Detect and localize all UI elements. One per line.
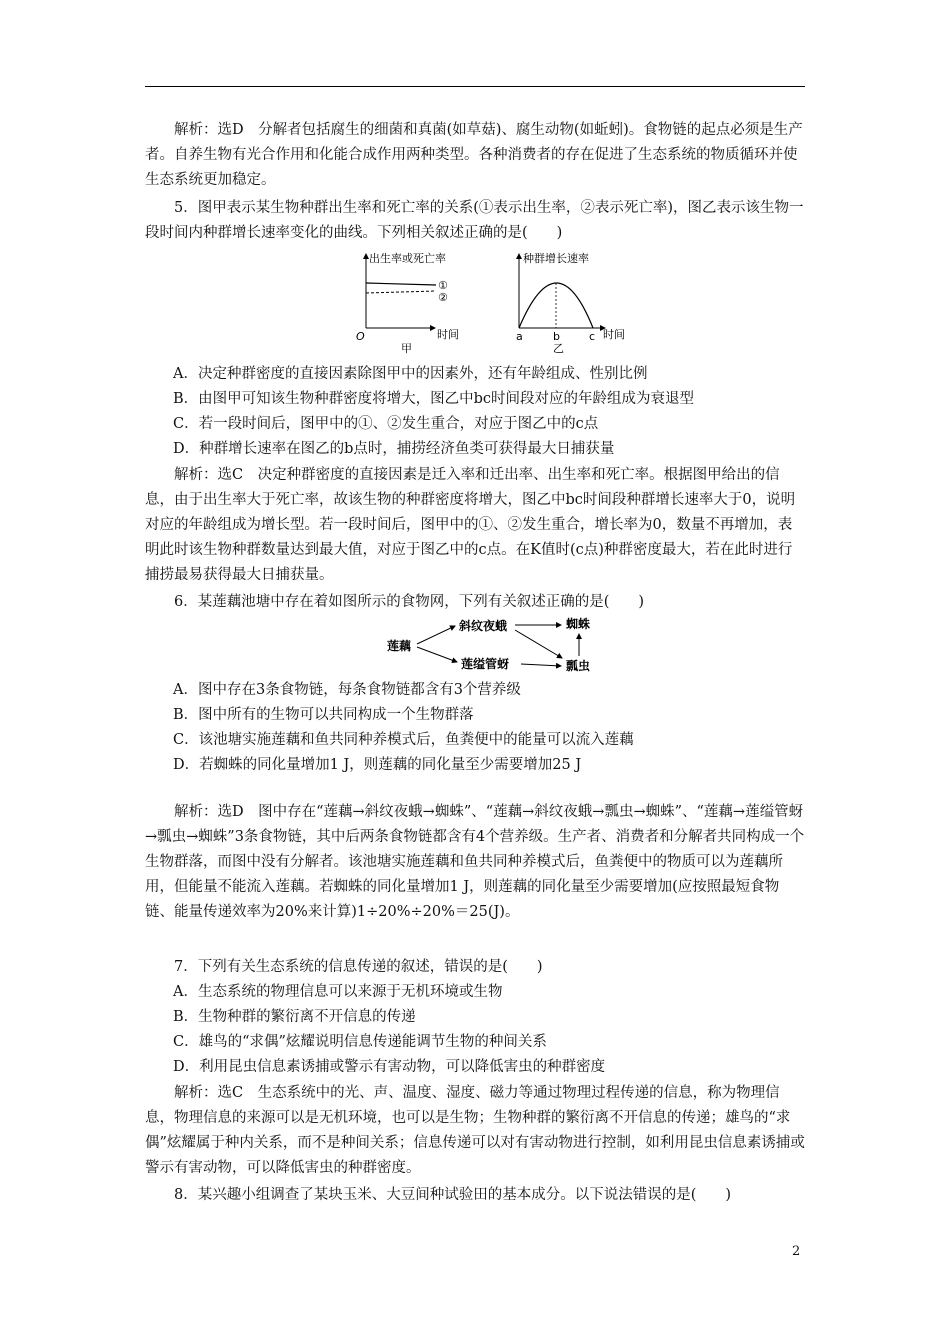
q5-stem: 5．图甲表示某生物种群出生率和死亡率的关系(①表示出生率，②表示死亡率)，图乙表示该生物一段时间内种群增长速率变化的曲线。下列相关叙述正确的是( ) [145, 200, 804, 241]
q8-stem: 8．某兴趣小组调查了某块玉米、大豆间种试验田的基本成分。以下说法错误的是( ) [174, 1187, 732, 1203]
q7-option-b: B．生物种群的繁衍离不开信息的传递 [173, 1009, 416, 1025]
q5-option-b: B．由图甲可知该生物种群密度将增大，图乙中bc时间段对应的年龄组成为衰退型 [173, 391, 695, 407]
q7-option-a: A．生态系统的物理信息可以来源于无机环境或生物 [173, 984, 503, 1000]
q6-option-c: C．该池塘实施莲藕和鱼共同种养模式后，鱼粪便中的能量可以流入莲藕 [173, 732, 634, 748]
node-ladybug: 瓢虫 [566, 659, 591, 673]
yi-xlabel: 时间 [603, 328, 625, 341]
arrow-lotus-aphid [417, 647, 457, 662]
page-number: 2 [792, 1244, 801, 1259]
jia-xlabel: 时间 [437, 328, 459, 341]
header-rule [145, 86, 805, 87]
q6-stem: 6．某莲藕池塘中存在着如图所示的食物网，下列有关叙述正确的是( ) [174, 594, 645, 610]
growth-rate-curve [519, 283, 593, 328]
node-moth: 斜纹夜蛾 [459, 619, 508, 633]
yi-caption: 乙 [553, 342, 564, 355]
death-rate-line [366, 291, 436, 293]
q7-option-c: C．雄鸟的“求偶”炫耀说明信息传递能调节生物的种间关系 [173, 1034, 547, 1050]
q4-explanation: 解析：选D 分解者包括腐生的细菌和真菌(如草菇)、腐生动物(如蚯蚓)。食物链的起点必须是生产者。自养生物有光合作用和化能合成作用两种类型。各种消费者的存在促进了生态系统的物质循环并使生态系统更加稳定。 [145, 122, 803, 188]
jia-label-2: ② [438, 291, 448, 304]
arrow-moth-ladybug [515, 630, 562, 658]
jia-caption: 甲 [401, 342, 412, 355]
q7-stem: 7．下列有关生态系统的信息传递的叙述，错误的是( ) [174, 959, 543, 975]
node-spider: 蜘蛛 [566, 617, 591, 631]
yi-ylabel: 种群增长速率 [523, 252, 589, 265]
q5-option-a: A．决定种群密度的直接因素除图甲中的因素外，还有年龄组成、性别比例 [173, 366, 648, 382]
q6-option-b: B．图中所有的生物可以共同构成一个生物群落 [173, 707, 474, 723]
q7-explanation: 解析：选C 生态系统中的光、声、温度、湿度、磁力等通过物理过程传递的信息，称为物理信息，物理信息的来源可以是无机环境，也可以是生物；生物种群的繁衍离不开信息的传递；雄鸟的“求偶”炫耀属于种内关系，而不是种间关系；信息传递可以对有害动物进行控制，如利用昆虫信息素诱捕或警示有害动物，可以降低害虫的种群密度。 [145, 1085, 805, 1176]
arrow-aphid-ladybug [521, 664, 561, 666]
q5-option-d: D．种群增长速率在图乙的b点时，捕捞经济鱼类可获得最大日捕获量 [173, 441, 615, 457]
q5-option-c: C．若一段时间后，图甲中的①、②发生重合，对应于图乙中的c点 [173, 416, 599, 432]
yi-point-a: a [516, 330, 523, 343]
q6-option-a: A．图中存在3条食物链，每条食物链都含有3个营养级 [173, 682, 521, 698]
q6-option-d: D．若蜘蛛的同化量增加1 J，则莲藕的同化量至少需要增加25 J [173, 757, 582, 773]
jia-label-1: ① [438, 279, 448, 292]
node-lotus: 莲藕 [387, 639, 412, 653]
jia-ylabel: 出生率或死亡率 [369, 252, 446, 265]
q7-option-d: D．利用昆虫信息素诱捕或警示有害动物，可以降低害虫的种群密度 [173, 1059, 606, 1075]
node-aphid: 莲缢管蚜 [461, 657, 510, 671]
birth-rate-line [366, 283, 436, 285]
yi-point-b: b [553, 330, 560, 343]
figure-yi [505, 248, 630, 356]
figure-jia [355, 248, 480, 356]
q5-explanation: 解析：选C 决定种群密度的直接因素是迁入率和迁出率、出生率和死亡率。根据图甲给出的信息，由于出生率大于死亡率，故该生物的种群密度将增大，图乙中bc时间段种群增长速率大于0，说明对应的年龄组成为增长型。若一段时间后，图甲中的①、②发生重合，增长率为0，数量不再增加，表明此时该生物种群数量达到最大值，对应于图乙中的c点。在K值时(c点)种群密度最大，若在此时进行捕捞最易获得最大日捕获量。 [145, 467, 796, 583]
yi-point-c: c [589, 330, 596, 343]
food-web-diagram [385, 614, 605, 674]
jia-origin: O [356, 330, 365, 343]
q6-explanation: 解析：选D 图中存在“莲藕→斜纹夜蛾→蜘蛛”、“莲藕→斜纹夜蛾→瓢虫→蜘蛛”、“莲藕→莲缢管蚜→瓢虫→蜘蛛”3条食物链，其中后两条食物链都含有4个营养级。生产者、消费者和分解者共同构成一个生物群落，而图中没有分解者。该池塘实施莲藕和鱼共同种养模式后，鱼粪便中的物质可以为莲藕所用，但能量不能流入莲藕。若蜘蛛的同化量增加1 J，则莲藕的同化量至少需要增加(应按照最短食物链、能量传递效率为20%来计算)1÷20%÷20%＝25(J)。 [145, 804, 805, 920]
arrow-lotus-moth [417, 626, 455, 644]
